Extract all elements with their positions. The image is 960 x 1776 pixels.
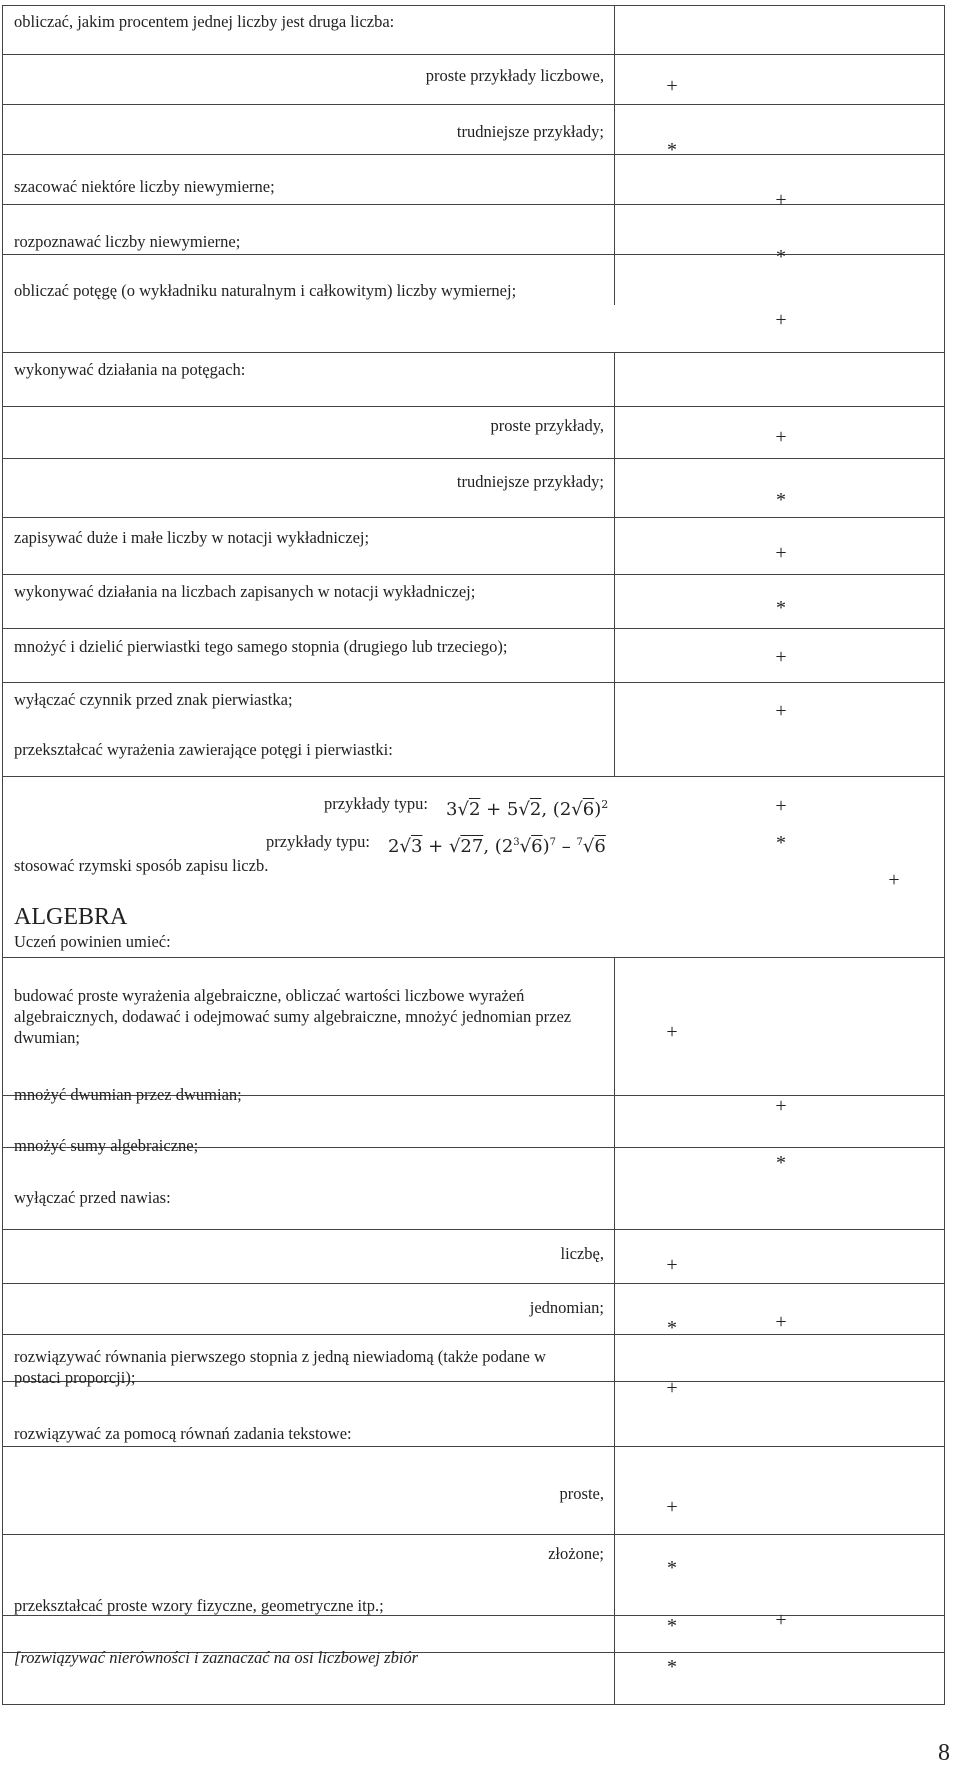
row-text: proste przykłady, (490, 416, 604, 435)
plus-mark: + (775, 1311, 787, 1333)
table-border-bottom (2, 1704, 945, 1705)
plus-mark: + (775, 426, 787, 448)
plus-mark: + (666, 1496, 678, 1518)
plus-mark: + (666, 1021, 678, 1043)
math-part: , (483, 836, 490, 857)
plus-mark: + (666, 75, 678, 97)
row-line (2, 574, 944, 575)
page-number: 8 (938, 1740, 950, 1766)
table-border-left (2, 5, 3, 1705)
math-expression-2: 2√3 + √27, $(2^3√6)^7 - ^7√6$ (388, 836, 606, 857)
math-part: 2 (529, 799, 542, 820)
row-line (2, 517, 944, 518)
row-text: proste przykłady liczbowe, (425, 66, 604, 85)
row-text: proste, (559, 1484, 604, 1503)
row-text: rozwiązywać równania pierwszego stopnia z jedną niewiadomą (także podane w postaci proporcji); (14, 1347, 546, 1387)
row-text: jednomian; (529, 1298, 604, 1317)
column-line (614, 352, 615, 777)
plus-mark: + (666, 1254, 678, 1276)
math-part: 7 (549, 837, 556, 848)
section-subtitle: Uczeń powinien umieć: (14, 932, 171, 951)
row-text: wyłączać przed nawias: (14, 1188, 171, 1207)
row-line (2, 104, 944, 105)
math-expression-1: 3√2 + 5√2, $(2√6)^2$ (446, 798, 609, 820)
row-line (2, 154, 944, 155)
row-line (2, 682, 944, 683)
math-part: (2 (552, 799, 572, 820)
row-line (2, 1446, 944, 1447)
math-part: , (541, 799, 548, 820)
star-mark: * (667, 1615, 677, 1637)
plus-mark: + (775, 700, 787, 722)
math-part: 6 (582, 799, 595, 820)
row-line (2, 352, 944, 353)
row-line (2, 204, 944, 205)
row-line (2, 957, 944, 958)
row-text: budować proste wyrażenia algebraiczne, obliczać wartości liczbowe wyrażeń algebraicznych, dodawać i odejmować sumy algebraiczne, mnożyć jednomian przez dwumian; (14, 986, 572, 1047)
table-border-top (2, 5, 944, 6)
math-part: 6 (594, 836, 606, 857)
row-text: mnożyć sumy algebraiczne; (14, 1136, 199, 1155)
plus-mark: + (775, 189, 787, 211)
math-part: 2 (388, 836, 400, 857)
plus-mark: + (775, 795, 787, 817)
row-text: przekształcać wyrażenia zawierające potęgi i pierwiastki: (14, 740, 393, 759)
row-line (2, 628, 944, 629)
row-line (2, 254, 944, 255)
star-mark: * (776, 1152, 786, 1174)
row-line (2, 1283, 944, 1284)
row-line (2, 776, 944, 777)
row-text: złożone; (548, 1544, 604, 1563)
row-line (2, 54, 944, 55)
math-part: + 5 (486, 799, 519, 820)
row-text: liczbę, (560, 1244, 604, 1263)
row-text: rozwiązywać za pomocą równań zadania tekstowe: (14, 1424, 352, 1443)
row-line (2, 1229, 944, 1230)
plus-mark: + (775, 1095, 787, 1117)
column-line (614, 5, 615, 305)
math-part: 2 (468, 799, 481, 820)
row-text: obliczać potęgę (o wykładniku naturalnym i całkowitym) liczby wymiernej; (14, 281, 517, 300)
row-line (2, 1334, 944, 1335)
row-text: mnożyć dwumian przez dwumian; (14, 1085, 242, 1104)
plus-mark: + (666, 1377, 678, 1399)
row-text: wykonywać działania na potęgach: (14, 360, 246, 379)
row-text: trudniejsze przykłady; (456, 122, 604, 141)
plus-mark: + (775, 542, 787, 564)
row-text: trudniejsze przykłady; (456, 472, 604, 491)
star-mark: * (667, 139, 677, 161)
plus-mark: + (775, 1609, 787, 1631)
row-line (2, 406, 944, 407)
column-line (614, 957, 615, 1704)
row-text: wyłączać czynnik przed znak pierwiastka; (14, 690, 293, 709)
star-mark: * (776, 832, 786, 854)
star-mark: * (667, 1317, 677, 1339)
math-part: 3 (446, 799, 458, 820)
row-text: zapisywać duże i małe liczby w notacji wykładniczej; (14, 528, 370, 547)
section-title: ALGEBRA (14, 904, 128, 930)
row-line (2, 1534, 944, 1535)
star-mark: * (776, 489, 786, 511)
row-line (2, 458, 944, 459)
math-part: 3 (513, 837, 520, 848)
math-part: 2 (601, 798, 609, 811)
row-text: przekształcać proste wzory fizyczne, geometryczne itp.; (14, 1596, 384, 1615)
math-part: 27 (460, 836, 484, 857)
row-text: [rozwiązywać nierówności i zaznaczać na osi liczbowej zbiór (14, 1648, 419, 1667)
math-part: 3 (410, 836, 423, 857)
star-mark: * (776, 597, 786, 619)
row-text: mnożyć i dzielić pierwiastki tego samego stopnia (drugiego lub trzeciego); (14, 637, 508, 656)
star-mark: * (667, 1557, 677, 1579)
row-text: stosować rzymski sposób zapisu liczb. (14, 856, 269, 875)
plus-mark: + (775, 646, 787, 668)
star-mark: * (776, 246, 786, 268)
math-part: ) (594, 799, 602, 820)
table-border-right (944, 5, 945, 1705)
row-text: szacować niektóre liczby niewymierne; (14, 177, 275, 196)
row-text: przykłady typu: (266, 832, 371, 851)
row-text: rozpoznawać liczby niewymierne; (14, 232, 241, 251)
star-mark: * (667, 1656, 677, 1678)
math-part: 7 (576, 837, 583, 848)
row-text: przykłady typu: (324, 794, 429, 813)
math-part: (2 (494, 836, 514, 857)
row-text: obliczać, jakim procentem jednej liczby jest druga liczba: (14, 12, 395, 31)
row-text: wykonywać działania na liczbach zapisanych w notacji wykładniczej; (14, 582, 476, 601)
math-part: 6 (531, 836, 543, 857)
math-part: + (428, 836, 444, 857)
plus-mark: + (888, 869, 900, 891)
plus-mark: + (775, 309, 787, 331)
math-part: ) (542, 836, 550, 857)
